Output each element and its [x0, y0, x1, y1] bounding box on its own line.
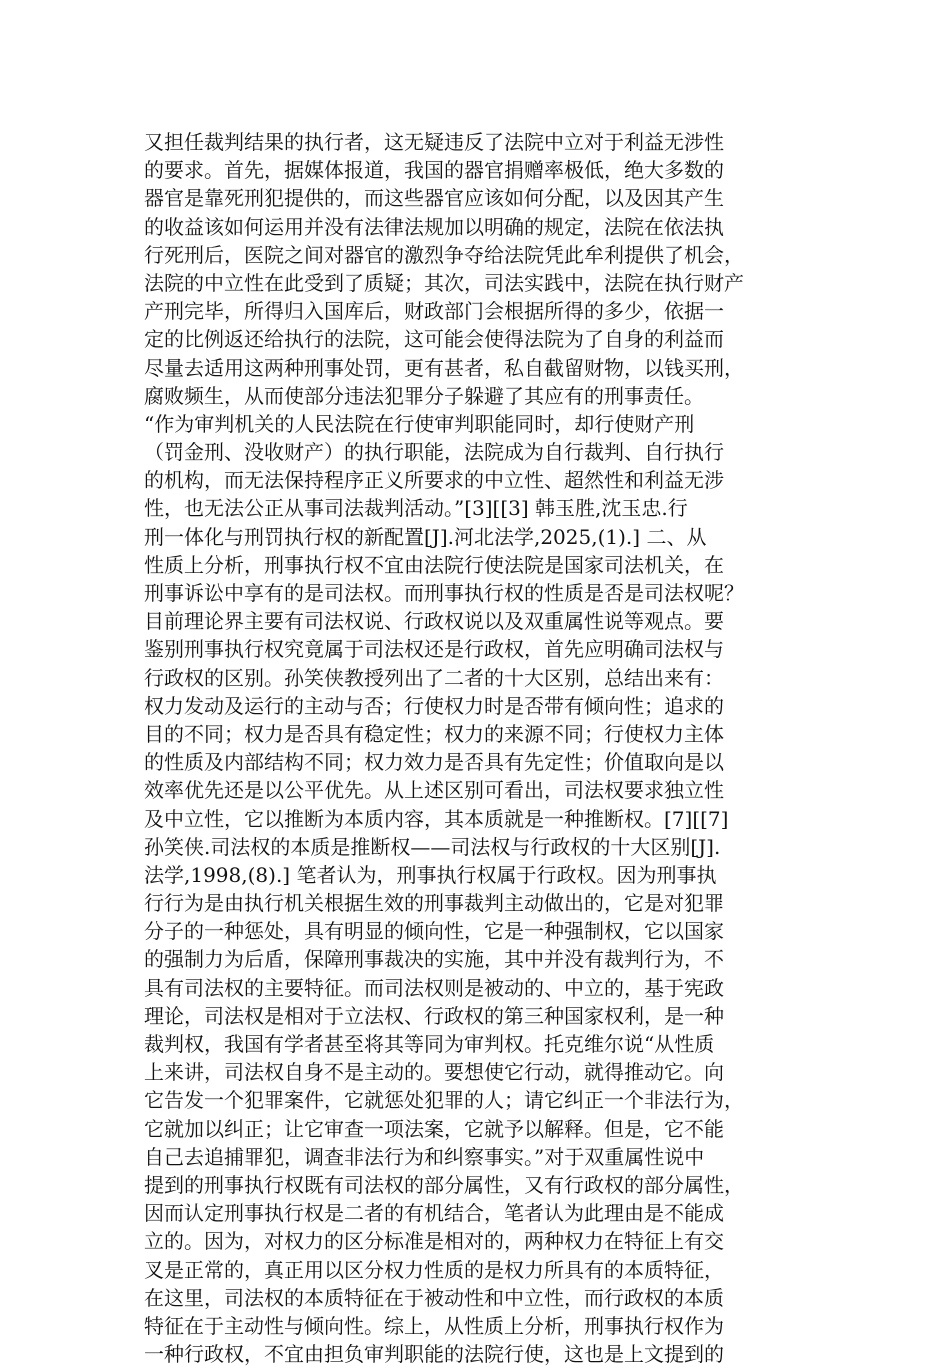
- text-line: 目前理论界主要有司法权说、行政权说以及双重属性说等观点。要: [144, 609, 724, 634]
- text-line: 权力发动及运行的主动与否；行使权力时是否带有倾向性；追求的: [144, 693, 724, 718]
- text-line: 立的。因为，对权力的区分标准是相对的，两种权力在特征上有交: [144, 1229, 724, 1254]
- text-line: 特征在于主动性与倾向性。综上，从性质上分析，刑事执行权作为: [144, 1313, 724, 1338]
- text-line: 目的不同；权力是否具有稳定性；权力的来源不同；行使权力主体: [144, 721, 724, 746]
- text-line: 孙笑侠.司法权的本质是推断权——司法权与行政权的十大区别[J].: [144, 834, 721, 859]
- text-line: 法学,1998,(8).] 笔者认为，刑事执行权属于行政权。因为刑事执: [144, 862, 717, 887]
- text-line: 它告发一个犯罪案件，它就惩处犯罪的人；请它纠正一个非法行为，: [144, 1088, 744, 1113]
- text-line: 定的比例返还给执行的法院，这可能会使得法院为了自身的利益而: [144, 327, 724, 352]
- text-line: 及中立性，它以推断为本质内容，其本质就是一种推断权。[7][[7]: [144, 806, 729, 831]
- text-line: 裁判权，我国有学者甚至将其等同为审判权。托克维尔说“从性质: [144, 1032, 715, 1056]
- text-line: 它就加以纠正；让它审查一项法案，它就予以解释。但是，它不能: [144, 1116, 724, 1141]
- text-line: 行死刑后，医院之间对器官的激烈争夺给法院凭此牟利提供了机会，: [144, 242, 744, 267]
- text-line: 性质上分析，刑事执行权不宜由法院行使法院是国家司法机关，在: [144, 552, 724, 577]
- body-text: [144, 128, 824, 1368]
- text-line: 尽量去适用这两种刑事处罚，更有甚者，私自截留财物，以钱买刑，: [144, 355, 744, 380]
- text-line: 器官是靠死刑犯提供的，而这些器官应该如何分配，以及因其产生: [144, 186, 724, 211]
- text-line: 上来讲，司法权自身不是主动的。要想使它行动，就得推动它。向: [144, 1060, 724, 1085]
- text-line: （罚金刑、没收财产）的执行职能，法院成为自行裁判、自行执行: [144, 440, 724, 465]
- text-line: 具有司法权的主要特征。而司法权则是被动的、中立的，基于宪政: [144, 975, 724, 1000]
- text-line: 又担任裁判结果的执行者，这无疑违反了法院中立对于利益无涉性: [144, 130, 724, 154]
- text-line: 行政权的区别。孙笑侠教授列出了二者的十大区别，总结出来有：: [144, 665, 724, 690]
- text-line: 在这里，司法权的本质特征在于被动性和中立性，而行政权的本质: [144, 1285, 724, 1310]
- text-line: 腐败频生，从而使部分违法犯罪分子躲避了其应有的刑事责任。: [144, 383, 704, 408]
- text-line: 鉴别刑事执行权究竟属于司法权还是行政权，首先应明确司法权与: [144, 637, 724, 662]
- text-line: 自己去追捕罪犯，调查非法行为和纠察事实。”对于双重属性说中: [144, 1144, 705, 1169]
- text-line: 理论，司法权是相对于立法权、行政权的第三种国家权利，是一种: [144, 1003, 724, 1028]
- text-line: 叉是正常的，真正用以区分权力性质的是权力所具有的本质特征，: [144, 1257, 724, 1282]
- text-line: 性，也无法公正从事司法裁判活动。”[3][[3] 韩玉胜,沈玉忠.行: [144, 496, 688, 521]
- text-line: 行行为是由执行机关根据生效的刑事裁判主动做出的，它是对犯罪: [144, 891, 724, 916]
- text-line: 效率优先还是以公平优先。从上述区别可看出，司法权要求独立性: [144, 778, 724, 803]
- text-line: 的强制力为后盾，保障刑事裁决的实施，其中并没有裁判行为，不: [144, 947, 724, 972]
- text-line: 的收益该如何运用并没有法律法规加以明确的规定，法院在依法执: [144, 214, 724, 239]
- text-line: 的机构，而无法保持程序正义所要求的中立性、超然性和利益无涉: [144, 468, 724, 493]
- text-line: 的要求。首先，据媒体报道，我国的器官捐赠率极低，绝大多数的: [144, 158, 724, 183]
- text-line: 刑事诉讼中享有的是司法权。而刑事执行权的性质是否是司法权呢？: [144, 581, 744, 605]
- text-line: 的性质及内部结构不同；权力效力是否具有先定性；价值取向是以: [144, 750, 724, 775]
- text-line: 分子的一种惩处，具有明显的倾向性，它是一种强制权，它以国家: [144, 919, 724, 944]
- text-line: 提到的刑事执行权既有司法权的部分属性，又有行政权的部分属性，: [144, 1172, 744, 1197]
- text-line: 因而认定刑事执行权是二者的有机结合，笔者认为此理由是不能成: [144, 1201, 724, 1226]
- text-line: 刑一体化与刑罚执行权的新配置[J].河北法学,2025,(1).] 二、从: [144, 524, 707, 549]
- text-line: 法院的中立性在此受到了质疑；其次，司法实践中，法院在执行财产: [144, 270, 744, 295]
- text-line: 产刑完毕，所得归入国库后，财政部门会根据所得的多少，依据一: [144, 299, 724, 324]
- text-line: 一种行政权，不宜由担负审判职能的法院行使，这也是上文提到的: [144, 1342, 724, 1367]
- text-line: “作为审判机关的人民法院在行使审判职能同时，却行使财产刑: [144, 411, 695, 436]
